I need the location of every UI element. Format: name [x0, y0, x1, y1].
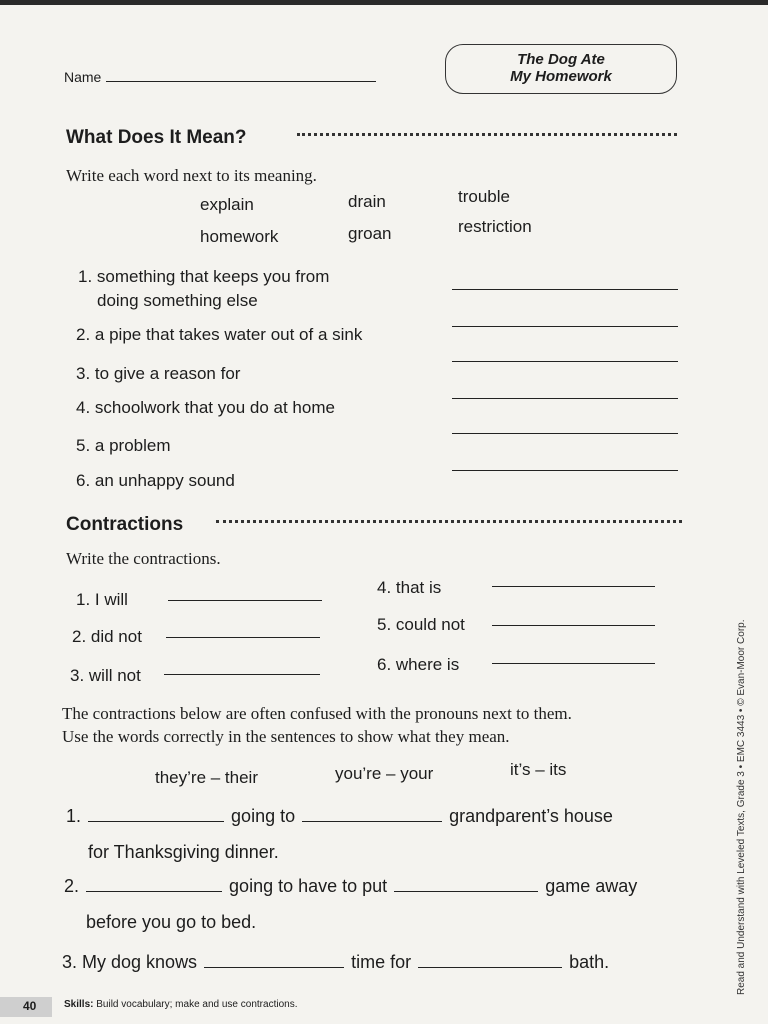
sentence-3: [62, 952, 609, 973]
section1-heading: What Does It Mean?: [66, 127, 247, 148]
item-text: a pipe that takes water out of a sink: [94, 325, 363, 344]
meaning-item: [76, 471, 235, 491]
answer-blank[interactable]: [302, 821, 442, 822]
item-text: a problem: [94, 436, 171, 455]
item-number: 4.: [76, 398, 91, 417]
section1-heading-dots: [297, 133, 677, 136]
sentence-text: 3. My dog knows: [62, 952, 198, 972]
answer-line[interactable]: [452, 433, 678, 434]
word-pair: they’re – their: [155, 768, 258, 787]
contraction-item: 6. where is: [377, 655, 460, 674]
meaning-item: [76, 364, 240, 384]
word-pair: it’s – its: [510, 760, 567, 779]
sentence-1: [66, 806, 613, 827]
contraction-item: 1. I will: [76, 590, 128, 609]
word-bank-word: trouble: [458, 187, 510, 206]
page-number: 40: [23, 999, 37, 1013]
item-text: schoolwork that you do at home: [94, 398, 335, 417]
word-bank-word: explain: [200, 195, 254, 214]
meaning-item: [78, 265, 329, 313]
answer-line[interactable]: [492, 586, 655, 587]
contraction-item: 5. could not: [377, 615, 465, 634]
page-top-edge: [0, 0, 768, 5]
section2-heading-dots: [216, 520, 682, 523]
answer-line[interactable]: [492, 663, 655, 664]
answer-line[interactable]: [164, 674, 320, 675]
sentence-text: time for: [351, 952, 412, 972]
item-text: an unhappy sound: [94, 471, 235, 490]
meaning-item: [76, 325, 362, 345]
sentence-text: going to have to put: [229, 876, 388, 896]
answer-line[interactable]: [452, 326, 678, 327]
section2-heading: Contractions: [66, 514, 184, 535]
sentence-2-cont: before you go to bed.: [86, 912, 257, 932]
meaning-item: [76, 436, 171, 456]
item-number: 3.: [76, 364, 91, 383]
answer-blank[interactable]: [86, 891, 222, 892]
name-label: Name: [64, 69, 102, 85]
sentence-2: [64, 876, 637, 897]
item-number: 5.: [76, 436, 91, 455]
answer-blank[interactable]: [204, 967, 344, 968]
title-box: [445, 44, 677, 94]
instruction-line: The contractions below are often confused with the pronouns next to them.: [62, 704, 572, 723]
word-pair: you’re – your: [335, 764, 434, 783]
section2-instruction: Write the contractions.: [66, 549, 221, 568]
item-number: 6.: [76, 471, 91, 490]
word-bank-word: restriction: [458, 217, 532, 236]
title-line-2: My Homework: [510, 68, 612, 85]
item-number: 1.: [78, 267, 93, 286]
name-line: [106, 81, 376, 82]
answer-line[interactable]: [452, 398, 678, 399]
skills-text: Build vocabulary; make and use contractions.: [96, 999, 298, 1010]
answer-blank[interactable]: [418, 967, 562, 968]
answer-blank[interactable]: [88, 821, 224, 822]
instruction-line: Use the words correctly in the sentences to show what they mean.: [62, 727, 510, 746]
answer-line[interactable]: [452, 289, 678, 290]
title-line-1: The Dog Ate: [517, 51, 605, 68]
sentence-1-cont: for Thanksgiving dinner.: [88, 842, 279, 862]
word-bank-word: groan: [348, 224, 392, 243]
meaning-item: [76, 398, 335, 418]
sentence-number: 1.: [66, 806, 82, 826]
sentence-text: game away: [545, 876, 638, 896]
skills-line: [64, 999, 297, 1010]
contraction-item: 3. will not: [70, 666, 141, 685]
answer-line[interactable]: [492, 625, 655, 626]
contraction-item: 2. did not: [72, 627, 142, 646]
sentence-number: 2.: [64, 876, 80, 896]
skills-label: Skills:: [64, 999, 94, 1010]
section2-instruction2: [62, 702, 572, 748]
item-number: 2.: [76, 325, 91, 344]
answer-line[interactable]: [452, 361, 678, 362]
answer-blank[interactable]: [394, 891, 538, 892]
item-text: to give a reason for: [94, 364, 241, 383]
word-bank-word: drain: [348, 192, 386, 211]
answer-line[interactable]: [166, 637, 320, 638]
sentence-text: grandparent’s house: [449, 806, 613, 826]
item-text: something that keeps you from: [96, 267, 330, 286]
sentence-text: bath.: [569, 952, 610, 972]
answer-line[interactable]: [452, 470, 678, 471]
item-text-cont: doing something else: [97, 291, 258, 310]
sidebar-credit: Read and Understand with Leveled Texts, Grade 3 • EMC 3443 • © Evan-Moor Corp.: [736, 619, 747, 995]
answer-line[interactable]: [168, 600, 322, 601]
section1-instruction: Write each word next to its meaning.: [66, 166, 317, 185]
contraction-item: 4. that is: [377, 578, 442, 597]
sentence-text: going to: [231, 806, 296, 826]
word-bank-word: homework: [200, 227, 279, 246]
